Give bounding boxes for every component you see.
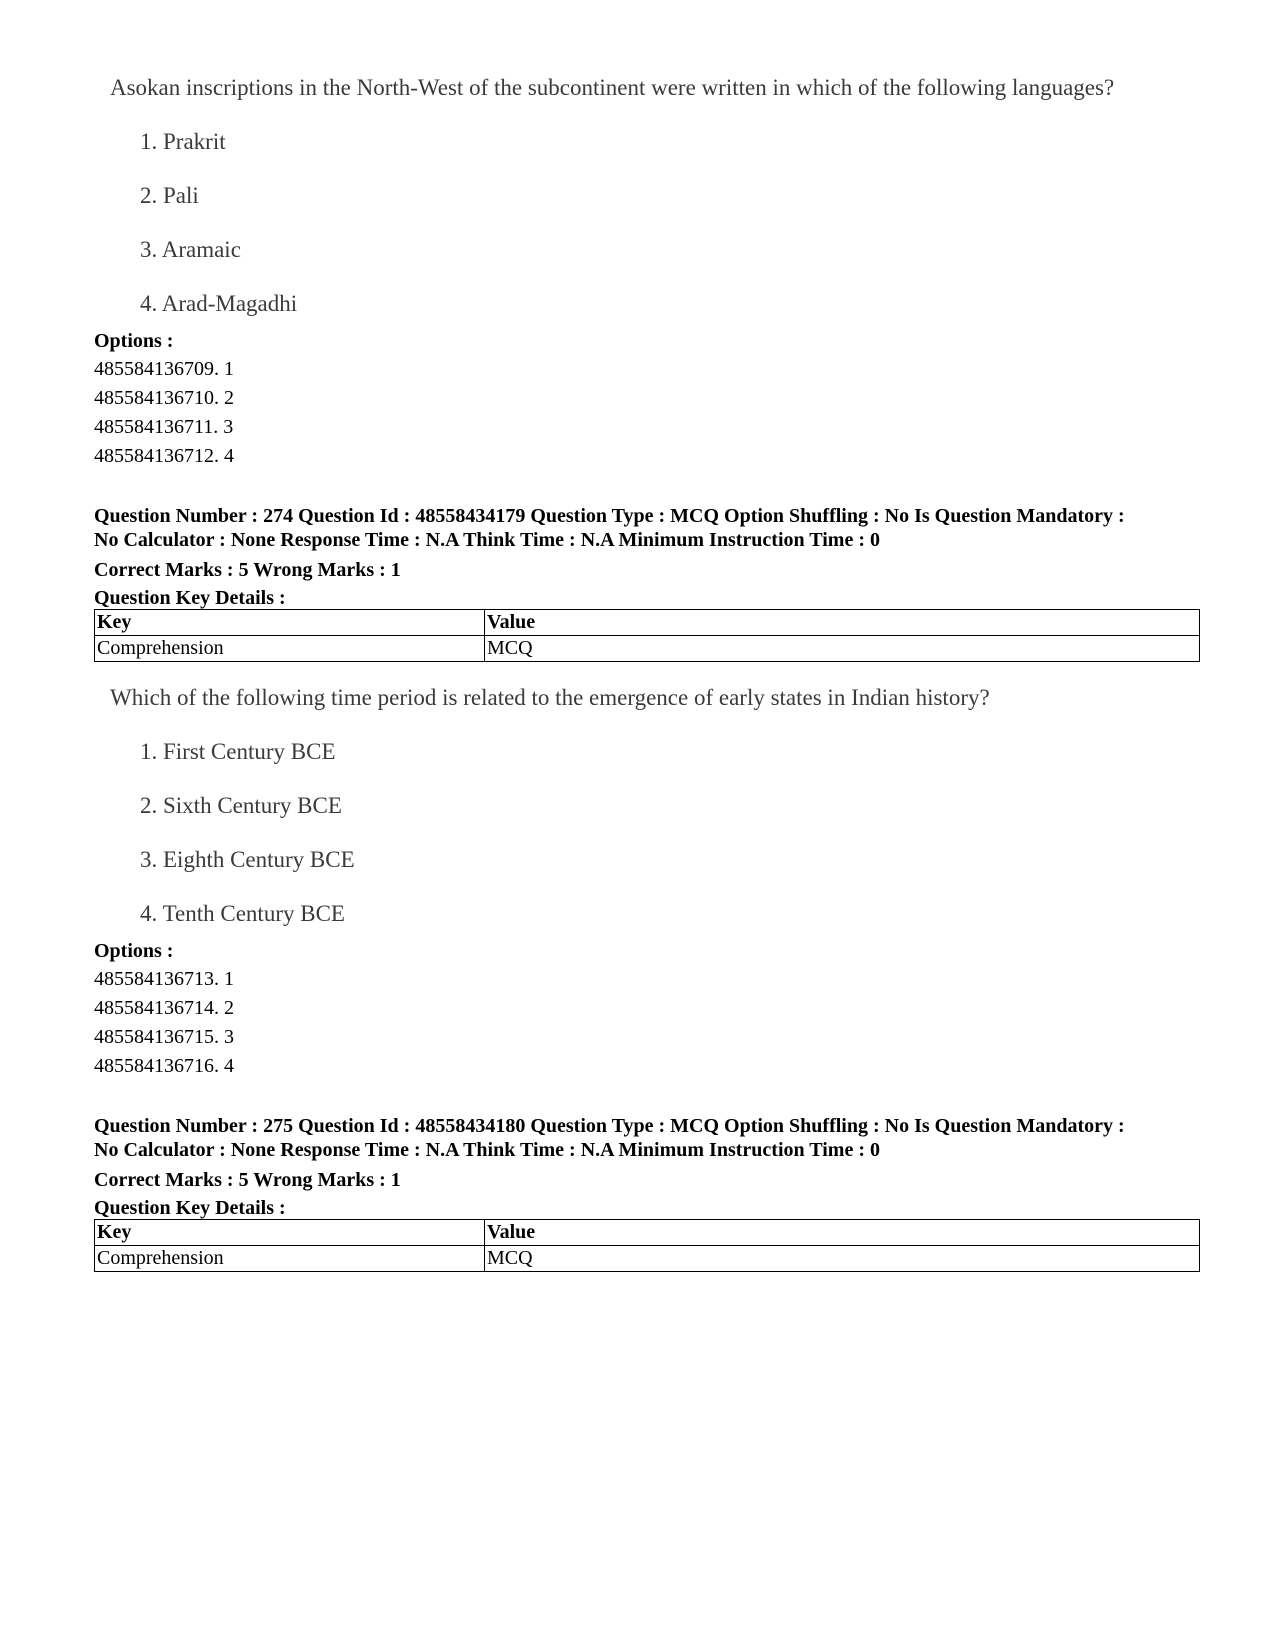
table-row [95, 1246, 1200, 1272]
meta-line: Question Number : 275 Question Id : 48558434180 Question Type : MCQ Option Shuffling : No Is Question Mandatory : [94, 1115, 1125, 1137]
table-header-cell: Key [95, 1220, 485, 1246]
table-header-cell: Value [485, 610, 1200, 636]
meta-line: Question Number : 274 Question Id : 48558434179 Question Type : MCQ Option Shuffling : No Is Question Mandatory : [94, 505, 1125, 527]
meta-line: No Calculator : None Response Time : N.A Think Time : N.A Minimum Instruction Time : 0 [94, 529, 880, 551]
question-meta-274 [94, 504, 1204, 612]
table-header-row [95, 1220, 1200, 1246]
choice-item: 1. Prakrit [140, 129, 226, 154]
question-meta-275 [94, 1114, 1204, 1222]
table-cell: MCQ [485, 636, 1200, 662]
table-cell: MCQ [485, 1246, 1200, 1272]
option-id: 485584136716. 4 [94, 1055, 234, 1077]
question-stem: Which of the following time period is related to the emergence of early states in Indian history? [110, 685, 990, 710]
option-id: 485584136713. 1 [94, 968, 234, 990]
question-1-image [110, 74, 1114, 318]
marks-line: Correct Marks : 5 Wrong Marks : 1 [94, 1169, 401, 1191]
option-id: 485584136711. 3 [94, 416, 234, 438]
choice-item: 2. Sixth Century BCE [140, 793, 342, 818]
key-details-label: Question Key Details : [94, 587, 286, 609]
option-id: 485584136715. 3 [94, 1026, 234, 1048]
choice-item: 4. Arad-Magadhi [140, 291, 298, 316]
option-id: 485584136709. 1 [94, 358, 234, 380]
key-details-label: Question Key Details : [94, 1197, 286, 1219]
choice-item: 1. First Century BCE [140, 739, 336, 764]
table-header-row [95, 610, 1200, 636]
table-cell: Comprehension [95, 636, 485, 662]
options-block-1 [94, 327, 234, 471]
table-header-cell: Value [485, 1220, 1200, 1246]
options-label: Options : [94, 940, 174, 962]
marks-line: Correct Marks : 5 Wrong Marks : 1 [94, 559, 401, 581]
options-label: Options : [94, 330, 174, 352]
option-id: 485584136714. 2 [94, 997, 234, 1019]
question-key-table-274 [94, 609, 1200, 662]
question-2-image [110, 684, 990, 928]
option-id: 485584136710. 2 [94, 387, 234, 409]
question-stem: Asokan inscriptions in the North-West of the subcontinent were written in which of the following languages? [110, 75, 1115, 100]
option-id: 485584136712. 4 [94, 445, 234, 467]
meta-line: No Calculator : None Response Time : N.A Think Time : N.A Minimum Instruction Time : 0 [94, 1139, 880, 1161]
choice-item: 4. Tenth Century BCE [140, 901, 345, 926]
choice-item: 3. Aramaic [140, 237, 241, 262]
table-header-cell: Key [95, 610, 485, 636]
choice-item: 3. Eighth Century BCE [140, 847, 355, 872]
question-key-table-275 [94, 1219, 1200, 1272]
table-row [95, 636, 1200, 662]
choice-item: 2. Pali [140, 183, 199, 208]
options-block-2 [94, 937, 234, 1081]
table-cell: Comprehension [95, 1246, 485, 1272]
